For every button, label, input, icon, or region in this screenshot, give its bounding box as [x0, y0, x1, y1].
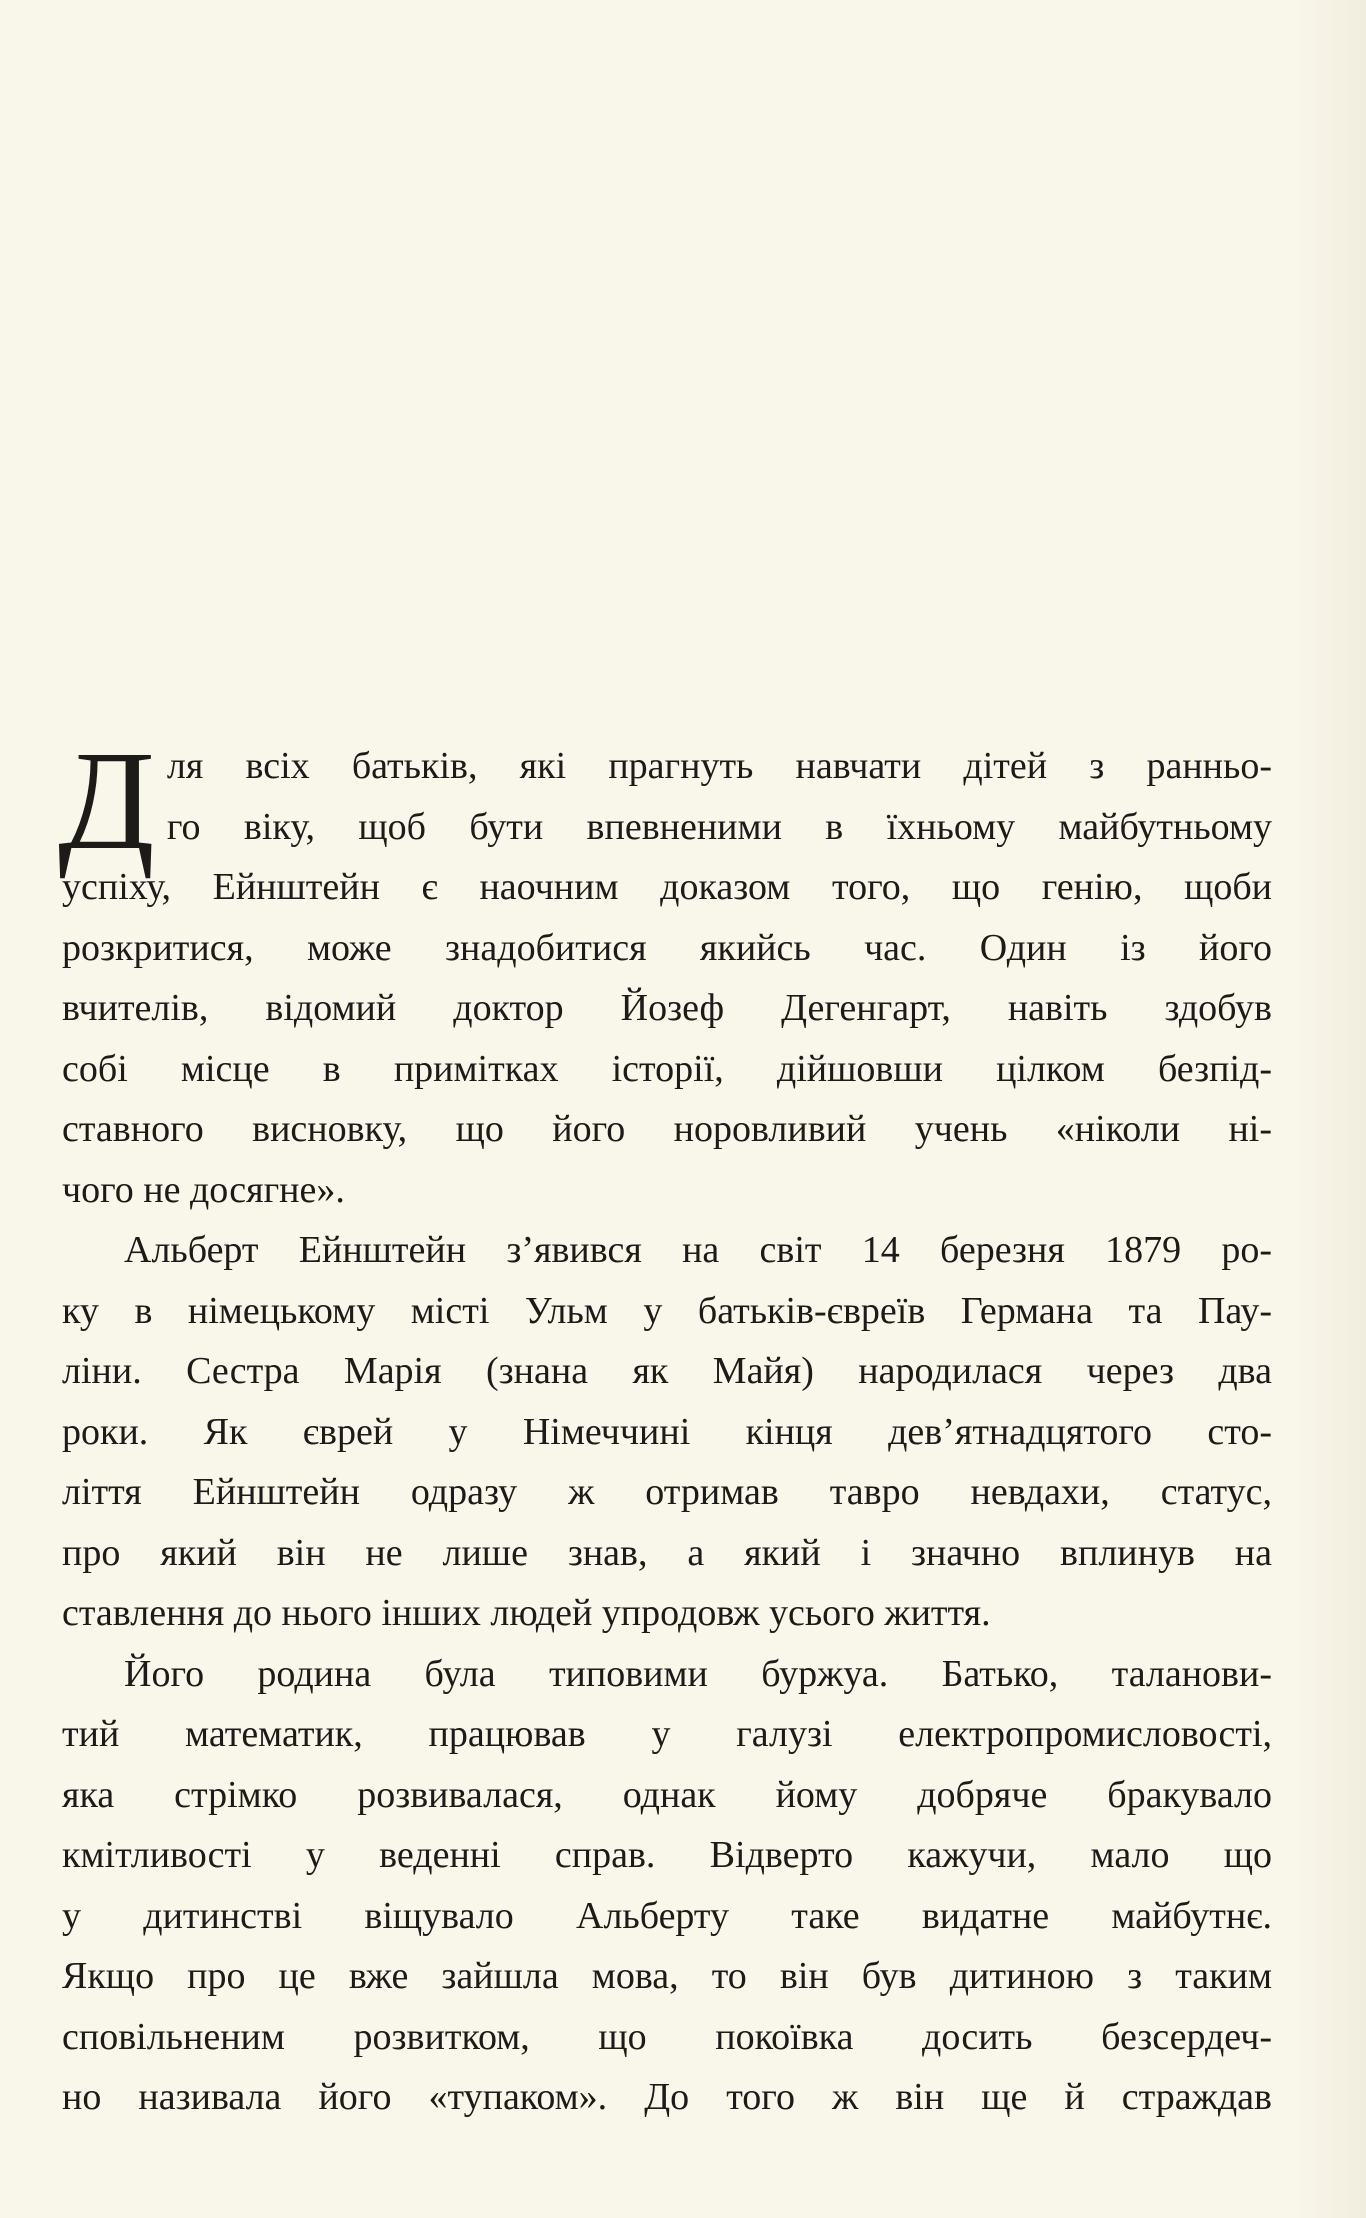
article-body [58, 721, 1272, 2128]
text-line: у дитинстві віщувало Альберту таке видатне майбутнє. [62, 1894, 1272, 1937]
text-line: ліття Ейнштейн одразу ж отримав тавро невдахи, статус, [62, 1471, 1272, 1513]
paragraph-2 [62, 1220, 1272, 1644]
text-line: чого не досягне». [62, 1168, 345, 1211]
paragraph-3 [62, 1644, 1272, 2128]
text-line: ку в німецькому місті Ульм у батьків-євреїв Германа та Пау- [62, 1289, 1272, 1332]
text-line: вчителів, відомий доктор Йозеф Дегенгарт, навіть здобув [62, 987, 1272, 1029]
text-line: Його родина була типовими буржуа. Батько, таланови- [124, 1652, 1272, 1695]
text-line: розкритися, може знадобитися якийсь час. Один із його [62, 926, 1272, 969]
text-line: успіху, Ейнштейн є наочним доказом того, що генію, щоби [62, 866, 1272, 908]
text-line: сповільненим розвитком, що покоївка досить безсердеч- [62, 2015, 1272, 2058]
text-line: роки. Як єврей у Німеччині кінця дев’ятнадцятого сто- [62, 1410, 1272, 1453]
text-line: ліни. Сестра Марія (знана як Майя) народилася через два [62, 1350, 1272, 1392]
drop-cap: Д [58, 721, 155, 879]
text-line: ставлення до нього інших людей упродовж усього життя. [62, 1592, 991, 1634]
text-line: про який він не лише знав, а який і значно вплинув на [62, 1531, 1272, 1574]
text-line: ставного висновку, що його норовливий учень «ніколи ні- [62, 1108, 1272, 1150]
text-line: го віку, щоб бути впевненими в їхньому майбутньому [166, 805, 1272, 848]
text-line: яка стрімко розвивалася, однак йому добряче бракувало [62, 1773, 1272, 1816]
page-edge-shadow [1296, 0, 1366, 2218]
paragraph-1 [58, 721, 1272, 1220]
text-line: Альберт Ейнштейн з’явився на світ 14 березня 1879 ро- [124, 1229, 1272, 1271]
text-line: тий математик, працював у галузі електропромисловості, [62, 1713, 1272, 1755]
text-line: ля всіх батьків, які прагнуть навчати дітей з ранньо- [166, 745, 1272, 787]
text-line: кмітливості у веденні справ. Відверто кажучи, мало що [62, 1834, 1272, 1876]
text-line: но називала його «тупаком». До того ж він ще й страждав [62, 2076, 1272, 2118]
text-line: собі місце в примітках історії, дійшовши цілком безпід- [62, 1047, 1272, 1090]
text-line: Якщо про це вже зайшла мова, то він був дитиною з таким [62, 1955, 1272, 1997]
